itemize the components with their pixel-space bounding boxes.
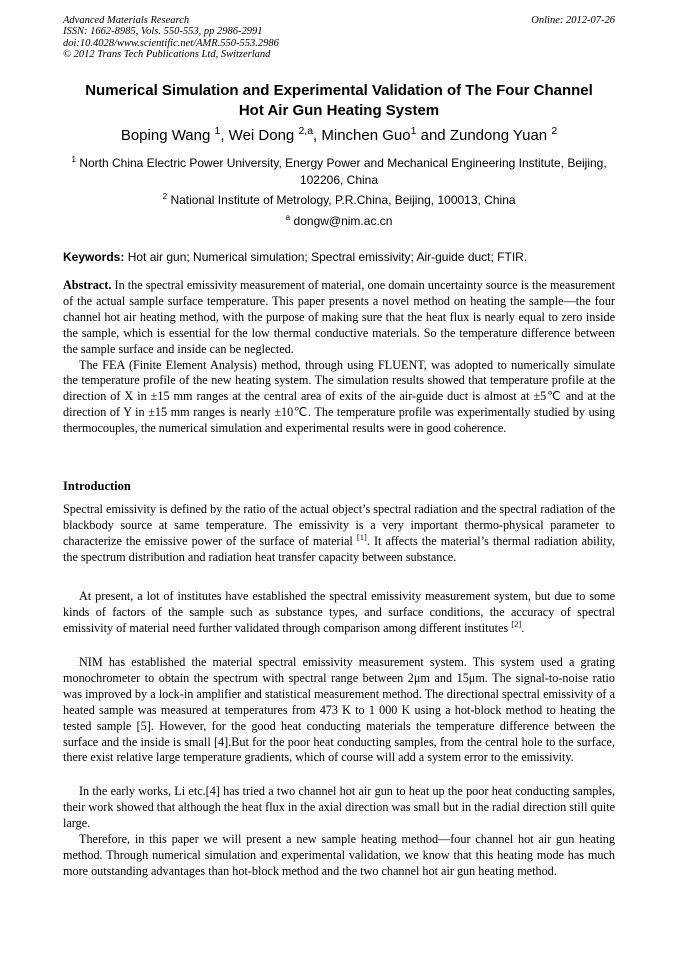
paragraph-text: Spectral emissivity is defined by the ratio of the actual object’s spectral radiation and the spectral radiation of the blackbody source at same temperature. The emissivity is a very important thermo-physical parameter to characterize the emissive power of the surface of material — [63, 502, 615, 548]
issn-line: ISSN: 1662-8985, Vols. 550-553, pp 2986-2991 — [63, 26, 263, 38]
copyright-line: © 2012 Trans Tech Publications Ltd, Switzerland — [63, 48, 271, 60]
keywords-text: Hot air gun; Numerical simulation; Spectral emissivity; Air-guide duct; FTIR. — [124, 250, 528, 264]
journal-name: Advanced Materials Research — [63, 15, 190, 26]
intro-paragraph — [63, 589, 615, 637]
author-affiliation-mark: 1 — [410, 125, 417, 137]
section-heading: Introduction — [63, 479, 131, 493]
intro-paragraph: Therefore, in this paper we will present a new sample heating method—four channel hot air gun heating method. Through numerical simulation and experimental validation, we know that this heating mode has much more outstanding advantages than hot-block method and the two channel hot air gun heating method. — [63, 832, 615, 878]
keywords-label: Keywords: — [63, 250, 125, 264]
paragraph-text: . — [521, 620, 525, 635]
email-text: dongw@nim.ac.cn — [290, 214, 393, 228]
paragraph-text: . It affects the material’s thermal radiation ability, the spectrum distribution and radiation heat transfer capacity between substance. — [63, 533, 615, 564]
affiliation-1 — [70, 155, 608, 189]
abstract-label: Abstract. — [63, 278, 112, 292]
title-line-2: Hot Air Gun Heating System — [238, 102, 440, 119]
abstract — [63, 278, 615, 437]
author-name: Boping Wang — [120, 127, 215, 144]
intro-paragraph: In the early works, Li etc.[4] has tried a two channel hot air gun to heat up the poor heat conducting samples, their work showed that although the heat flux in the axial direction was small but in the radial direction still quite large. — [63, 784, 615, 830]
intro-paragraph: NIM has established the material spectral emissivity measurement system. This system used a grating monochrometer to obtain the spectrum with spectral range between 2μm and 15μm. The signal-to-noise ratio was improved by a lock-in amplifier and statistical measurement method. The directional spectral emissivity of a heated sample was measured at temperatures from 473 K to 1 000 K using a hot-block method to heating the tested sample [5]. However, for the good heat conducting materials the temperature difference between the surface and the inside is small [4].But for the poor heat conducting samples, from the central hole to the surface, there exist relative large temperature gradients, which of course will add a system error to the emissivity. — [63, 655, 615, 765]
paper-title — [50, 81, 628, 121]
corresponding-email — [70, 213, 608, 230]
affiliation-mark: 1 — [71, 154, 76, 164]
email-mark: a — [285, 212, 291, 222]
author-name: and Zundong Yuan — [420, 127, 552, 144]
online-date: Online: 2012-07-26 — [531, 15, 615, 26]
affiliation-text: National Institute of Metrology, P.R.China, Beijing, 100013, China — [167, 193, 516, 207]
paragraph-text: At present, a lot of institutes have established the spectral emissivity measurement system, but due to some kinds of factors of the sample such as substance types, and surface conditions, the accuracy of spectral emissivity of material need further validated through comparison among different institutes — [63, 589, 615, 635]
citation: [2] — [511, 618, 522, 629]
keywords — [63, 249, 615, 265]
author-list — [40, 126, 638, 146]
doi-line: doi:10.4028/www.scientific.net/AMR.550-553.2986 — [63, 37, 279, 49]
title-line-1: Numerical Simulation and Experimental Validation of The Four Channel — [85, 82, 593, 99]
intro-paragraph — [63, 502, 615, 566]
author-name: , Minchen Guo — [313, 127, 411, 144]
abstract-text: In the spectral emissivity measurement of material, one domain uncertainty source is the measurement of the actual sample surface temperature. This paper presents a novel method on heating the sample—the four channel hot air heating method, with the purpose of making sure that the heat flux is nearly equal to zero inside the sample, which is essential for the low thermal conductive materials. So the temperature difference between the sample surface and inside can be neglected. — [63, 278, 615, 356]
affiliation-mark: 2 — [162, 191, 168, 201]
abstract-paragraph — [63, 278, 615, 358]
author-affiliation-mark: 2,a — [298, 125, 314, 137]
journal-header — [63, 15, 279, 60]
author-affiliation-mark: 2 — [551, 125, 558, 137]
author-affiliation-mark: 1 — [214, 125, 221, 137]
affiliation-2 — [70, 192, 608, 209]
author-name: , Wei Dong — [220, 127, 299, 144]
affiliation-text: North China Electric Power University, Energy Power and Mechanical Engineering Institute, Beijing, 102206, China — [75, 156, 607, 187]
citation: [1] — [356, 531, 367, 542]
abstract-paragraph: The FEA (Finite Element Analysis) method, through using FLUENT, was adopted to numerically simulate the temperature profile of the new heating system. The simulation results showed that temperature profile at the direction of X in ±15 mm ranges at the central area of exits of the air-guide duct is almost at ±5℃ and at the direction of Y in ±15 mm ranges is nearly ±10℃. The temperature profile was experimentally studied by using thermocouples, the numerical simulation and experimental results were in good coherence. — [63, 357, 615, 436]
